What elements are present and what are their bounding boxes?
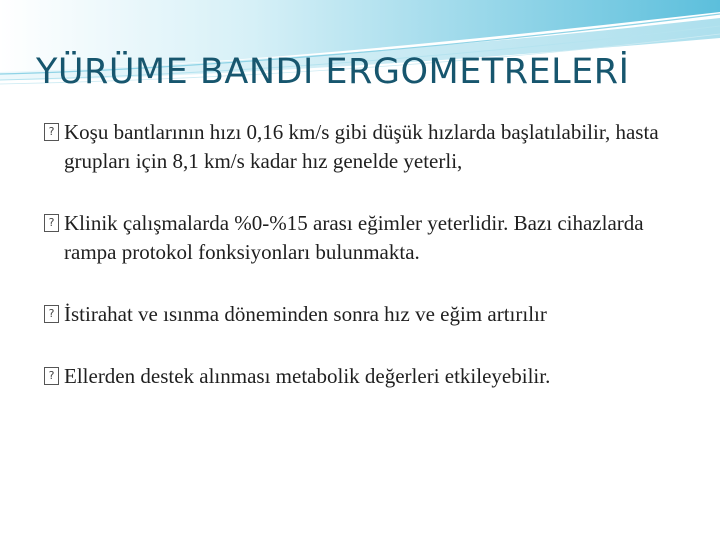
bullet-item xyxy=(44,362,694,391)
bullet-list xyxy=(44,118,694,391)
missing-glyph-box-icon: ? xyxy=(44,305,59,323)
bullet-text: Koşu bantlarının hızı 0,16 km/s gibi düşük hızlarda başlatılabilir, hasta grupları için 8,1 km/s kadar hız genelde yeterli, xyxy=(64,120,659,173)
slide-title: YÜRÜME BANDI ERGOMETRELERİ xyxy=(36,52,630,92)
bullet-item xyxy=(44,209,694,267)
bullet-text: İstirahat ve ısınma döneminden sonra hız ve eğim artırılır xyxy=(64,302,547,326)
bullet-item xyxy=(44,300,694,329)
missing-glyph-box-icon: ? xyxy=(44,367,59,385)
bullet-text: Klinik çalışmalarda %0-%15 arası eğimler yeterlidir. Bazı cihazlarda rampa protokol fonksiyonları bulunmakta. xyxy=(64,211,644,264)
bullet-text: Ellerden destek alınması metabolik değerleri etkileyebilir. xyxy=(64,364,551,388)
missing-glyph-box-icon: ? xyxy=(44,123,59,141)
missing-glyph-box-icon: ? xyxy=(44,214,59,232)
bullet-item xyxy=(44,118,694,176)
